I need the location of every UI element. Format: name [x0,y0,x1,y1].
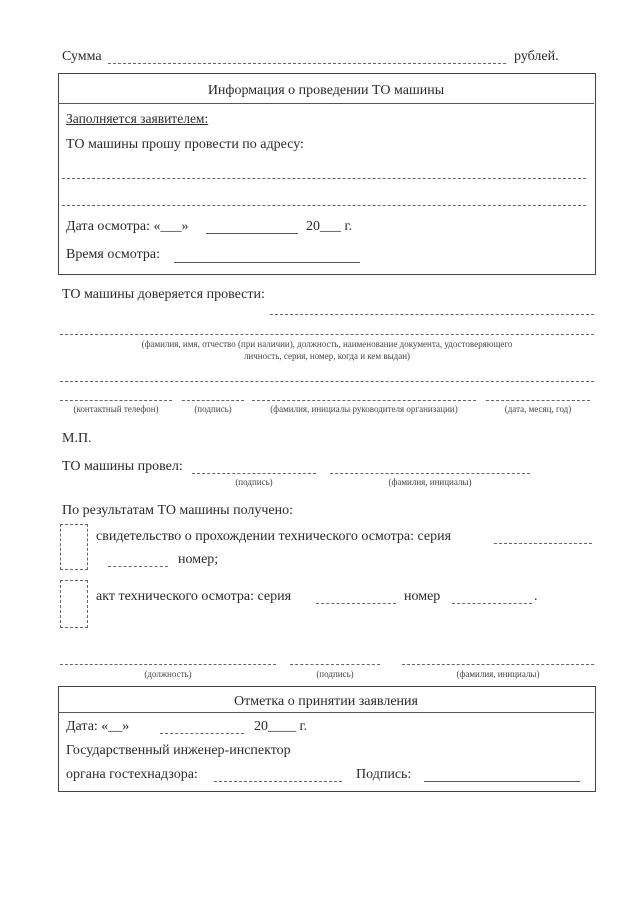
accept-title-divider [58,712,594,713]
certificate-label: свидетельство о прохождении технического осмотра: серия [96,529,452,544]
address-request-label: ТО машины прошу провести по адресу: [66,137,304,152]
caption-position: (должность) [144,669,192,679]
act-series-field[interactable] [316,603,396,604]
inspection-time-label: Время осмотра: [66,247,160,262]
act-checkbox[interactable] [60,580,88,628]
caption-date: (дата, месяц, год) [504,404,572,414]
trusted-signature-field[interactable] [182,400,244,401]
performed-caption-signature: (подпись) [235,477,273,487]
act-number-field[interactable] [452,603,532,604]
inspection-time-field[interactable] [174,262,360,263]
inspection-date-label: Дата осмотра: «___» [66,219,189,234]
caption-head: (фамилия, инициалы руководителя организации) [270,404,458,414]
performed-caption-name: (фамилия, инициалы) [388,477,472,487]
act-label: акт технического осмотра: серия [96,589,292,604]
trusted-label: ТО машины доверяется провести: [62,287,265,302]
sum-field[interactable] [108,63,506,64]
phone-field[interactable] [60,400,172,401]
accept-signature-label: Подпись: [356,767,412,782]
sign-row-signature-field[interactable] [290,664,380,665]
info-box-title: Информация о проведении ТО машины [207,83,445,98]
performed-signature-field[interactable] [192,473,316,474]
filled-by-label: Заполняется заявителем: [66,111,209,126]
accept-year: 20____ г. [254,719,308,734]
accept-date-label: Дата: «__» [66,719,130,734]
certificate-number-field[interactable] [108,566,168,567]
certificate-series-field[interactable] [494,543,592,544]
act-number-label: номер [404,589,441,604]
trusted-caption-2: личность, серия, номер, когда и кем выдан) [243,351,411,361]
info-title-divider [58,103,594,104]
caption-phone: (контактный телефон) [73,404,159,414]
caption-signature-1: (подпись) [194,404,232,414]
sum-suffix: рублей. [514,49,559,64]
inspector-name-field[interactable] [214,781,342,782]
sum-label: Сумма [62,49,102,64]
head-name-field[interactable] [252,400,476,401]
act-end: . [534,589,538,604]
accept-month-field[interactable] [160,733,244,734]
sign-row-name-field[interactable] [402,664,594,665]
sign-row-caption-signature: (подпись) [316,669,354,679]
trusted-date-field[interactable] [486,400,590,401]
trusted-field-1[interactable] [270,314,594,315]
certificate-checkbox[interactable] [60,524,88,570]
performed-name-field[interactable] [330,473,530,474]
accept-box-title: Отметка о принятии заявления [234,694,418,709]
certificate-number-label: номер; [178,552,219,567]
address-field-1[interactable] [62,178,586,179]
position-field[interactable] [60,664,276,665]
inspection-month-field[interactable] [206,233,298,234]
results-label: По результатам ТО машины получено: [62,503,294,518]
trusted-caption-1: (фамилия, имя, отчество (при наличии), должность, наименование документа, удостоверяющего [141,339,513,349]
accept-signature-field[interactable] [424,781,580,782]
inspector-label-1: Государственный инженер-инспектор [66,743,291,758]
inspector-label-2: органа гостехнадзора: [66,767,198,782]
inspection-year: 20___ г. [306,219,353,234]
trusted-field-2[interactable] [60,334,594,335]
address-field-2[interactable] [62,205,586,206]
sign-row-caption-name: (фамилия, инициалы) [456,669,540,679]
trusted-field-3[interactable] [60,381,594,382]
stamp-label: М.П. [62,431,92,446]
performed-label: ТО машины провел: [62,459,183,474]
